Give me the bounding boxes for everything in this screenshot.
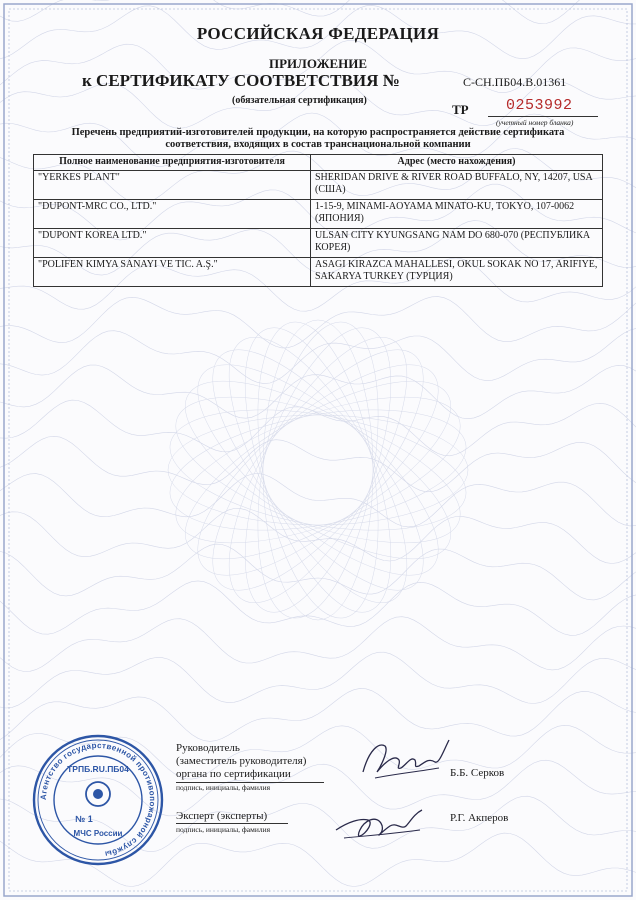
stamp-outer-text: Агентство государственной противопожарной службы xyxy=(38,740,158,859)
head-signature-caption: подпись, инициалы, фамилия xyxy=(176,783,271,792)
head-name: Б.Б. Серков xyxy=(450,767,505,779)
table-row xyxy=(34,200,603,229)
country-title: РОССИЙСКАЯ ФЕДЕРАЦИЯ xyxy=(196,24,440,43)
expert-signature-caption: подпись, инициалы, фамилия xyxy=(176,825,271,834)
blank-number: 0253992 xyxy=(506,97,573,114)
table-row xyxy=(34,171,603,200)
table-row xyxy=(34,229,603,258)
expert-role: Эксперт (эксперты) xyxy=(176,810,268,822)
head-role-line-1: Руководитель xyxy=(176,742,240,754)
column-header-name: Полное наименование предприятия-изготовителя xyxy=(34,155,311,171)
stamp-inner-bottom: МЧС России xyxy=(73,829,123,838)
intro-line-2: соответствия, входящих в состав транснациональной компании xyxy=(165,139,471,150)
expert-signature-line xyxy=(176,823,288,824)
svg-text:Агентство государственной прот xyxy=(39,741,157,859)
manufacturer-name: "POLIFEN KIMYA SANAYI VE TIC. A.Ş." xyxy=(34,258,311,287)
blank-number-line xyxy=(488,116,598,117)
manufacturer-name: "DUPONT-MRC CO., LTD." xyxy=(34,200,311,229)
series-label: ТР xyxy=(452,102,469,117)
blank-number-caption: (учетный номер бланка) xyxy=(496,118,574,127)
expert-signature xyxy=(330,800,430,848)
head-signature xyxy=(355,732,455,788)
official-stamp xyxy=(30,732,166,868)
intro-line-1: Перечень предприятий-изготовителей продукции, на которую распространяется действие сертификата xyxy=(71,127,565,138)
column-header-address: Адрес (место нахождения) xyxy=(311,155,603,171)
manufacturer-address: ULSAN CITY KYUNGSANG NAM DO 680-070 (РЕСПУБЛИКА КОРЕЯ) xyxy=(311,229,603,258)
head-role-line-2: (заместитель руководителя) xyxy=(176,755,307,767)
manufacturer-name: "YERKES PLANT" xyxy=(34,171,311,200)
stamp-inner-top: ТРПБ.RU.ПБ04 xyxy=(67,764,129,774)
certificate-number: С-СН.ПБ04.В.01361 xyxy=(463,75,567,89)
table-header-row xyxy=(34,155,603,171)
obligatory-label: (обязательная сертификация) xyxy=(232,95,367,106)
appendix-title: ПРИЛОЖЕНИЕ xyxy=(268,56,368,71)
head-role-line-3: органа по сертификации xyxy=(176,768,291,780)
manufacturer-address: SHERIDAN DRIVE & RIVER ROAD BUFFALO, NY, 14207, USA (США) xyxy=(311,171,603,200)
manufacturer-name: "DUPONT KOREA LTD." xyxy=(34,229,311,258)
certificate-title: к СЕРТИФИКАТУ СООТВЕТСТВИЯ № xyxy=(82,71,400,90)
expert-name: Р.Г. Акперов xyxy=(450,812,509,824)
manufacturer-address: 1-15-9, MINAMI-AOYAMA MINATO-KU, TOKYO, 107-0062 (ЯПОНИЯ) xyxy=(311,200,603,229)
table-row xyxy=(34,258,603,287)
manufacturer-address: ASAGI KIRAZCA MAHALLESI, OKUL SOKAK NO 17, ARIFIYE, SAKARYA TURKEY (ТУРЦИЯ) xyxy=(311,258,603,287)
stamp-inner-mid: № 1 xyxy=(75,814,93,824)
manufacturers-table xyxy=(33,154,603,287)
